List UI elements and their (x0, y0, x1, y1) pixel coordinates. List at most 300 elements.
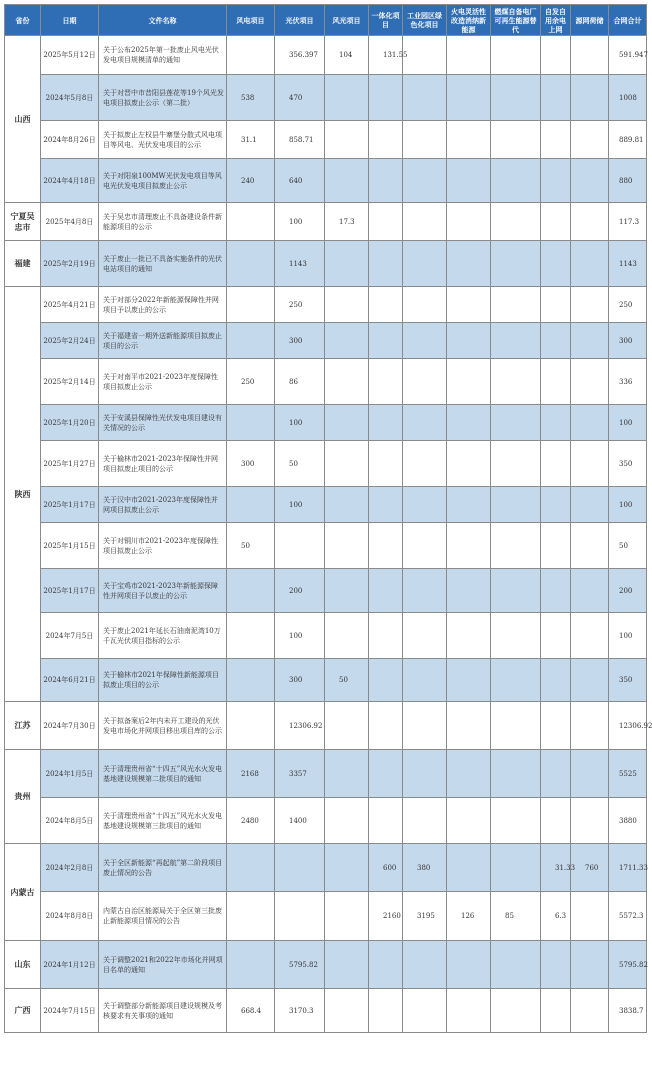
table-row (5, 405, 647, 441)
province-cell: 广西 (5, 989, 41, 1033)
industrial-park-cell (403, 203, 447, 241)
wind-cell (227, 241, 275, 287)
pv-cell: 1143 (275, 241, 325, 287)
file-name-cell: 关于清理贵州省“十四五”风光水火发电基地建设规模第三批项目的通知 (99, 798, 227, 844)
coal-self-plant-cell (491, 75, 541, 121)
thermal-flex-cell (447, 798, 491, 844)
integrated-cell (369, 441, 403, 487)
self-use-cell (541, 659, 571, 702)
wind-pv-cell (325, 941, 369, 989)
total-cell: 1008 (609, 75, 647, 121)
industrial-park-cell: 380 (403, 844, 447, 892)
coal-self-plant-cell (491, 159, 541, 203)
header-province: 省份 (5, 5, 41, 36)
file-name-cell: 关于调整2021和2022年市场化并网项目名单的通知 (99, 941, 227, 989)
wind-cell: 50 (227, 523, 275, 569)
province-cell: 陕西 (5, 287, 41, 702)
coal-self-plant-cell (491, 798, 541, 844)
thermal-flex-cell (447, 441, 491, 487)
storage-cell (571, 441, 609, 487)
province-cell: 山东 (5, 941, 41, 989)
date-cell: 2024年6月21日 (41, 659, 99, 702)
storage-cell (571, 241, 609, 287)
wind-pv-cell (325, 702, 369, 750)
integrated-cell (369, 613, 403, 659)
coal-self-plant-cell (491, 659, 541, 702)
wind-pv-cell (325, 569, 369, 613)
integrated-cell (369, 359, 403, 405)
industrial-park-cell (403, 323, 447, 359)
thermal-flex-cell (447, 203, 491, 241)
date-cell: 2024年7月15日 (41, 989, 99, 1033)
table-header (5, 5, 647, 36)
self-use-cell (541, 36, 571, 75)
storage-cell (571, 941, 609, 989)
table-row (5, 75, 647, 121)
wind-cell: 31.1 (227, 121, 275, 159)
self-use-cell (541, 569, 571, 613)
total-cell: 250 (609, 287, 647, 323)
date-cell: 2025年4月8日 (41, 203, 99, 241)
pv-cell: 100 (275, 613, 325, 659)
coal-self-plant-cell (491, 523, 541, 569)
table-row (5, 892, 647, 941)
wind-cell (227, 844, 275, 892)
self-use-cell (541, 323, 571, 359)
wind-cell (227, 287, 275, 323)
wind-cell (227, 613, 275, 659)
storage-cell (571, 121, 609, 159)
coal-self-plant-cell (491, 241, 541, 287)
industrial-park-cell (403, 359, 447, 405)
thermal-flex-cell (447, 323, 491, 359)
pv-cell: 100 (275, 203, 325, 241)
integrated-cell (369, 121, 403, 159)
total-cell: 1143 (609, 241, 647, 287)
total-cell: 5795.82 (609, 941, 647, 989)
wind-cell: 300 (227, 441, 275, 487)
thermal-flex-cell (447, 750, 491, 798)
wind-cell (227, 702, 275, 750)
wind-cell: 240 (227, 159, 275, 203)
wind-pv-cell (325, 844, 369, 892)
date-cell: 2024年7月5日 (41, 613, 99, 659)
coal-self-plant-cell (491, 441, 541, 487)
file-name-cell: 关于废止2021年延长石油南泥湾10万千瓦光伏项目指标的公示 (99, 613, 227, 659)
self-use-cell (541, 613, 571, 659)
file-name-cell: 关于对晋中市昔阳县莲花等19个风光发电项目拟废止公示（第二批） (99, 75, 227, 121)
self-use-cell (541, 121, 571, 159)
coal-self-plant-cell (491, 941, 541, 989)
wind-pv-cell (325, 441, 369, 487)
integrated-cell: 2160 (369, 892, 403, 941)
total-cell: 100 (609, 613, 647, 659)
total-cell: 100 (609, 405, 647, 441)
storage-cell (571, 287, 609, 323)
coal-self-plant-cell (491, 203, 541, 241)
storage-cell (571, 159, 609, 203)
total-cell: 3880 (609, 798, 647, 844)
table-row (5, 287, 647, 323)
wind-pv-cell (325, 241, 369, 287)
date-cell: 2025年1月17日 (41, 487, 99, 523)
industrial-park-cell (403, 989, 447, 1033)
industrial-park-cell (403, 659, 447, 702)
table-row (5, 359, 647, 405)
self-use-cell (541, 702, 571, 750)
storage-cell (571, 405, 609, 441)
wind-cell (227, 892, 275, 941)
total-cell: 336 (609, 359, 647, 405)
storage-cell (571, 323, 609, 359)
integrated-cell (369, 159, 403, 203)
province-cell: 山西 (5, 36, 41, 203)
table-row (5, 569, 647, 613)
header-pv: 光伏项目 (275, 5, 325, 36)
total-cell: 117.3 (609, 203, 647, 241)
header-date: 日期 (41, 5, 99, 36)
industrial-park-cell (403, 405, 447, 441)
industrial-park-cell (403, 702, 447, 750)
header-wind: 风电项目 (227, 5, 275, 36)
date-cell: 2025年2月24日 (41, 323, 99, 359)
file-name-cell: 关于废止一批已不具备实施条件的光伏电站项目的通知 (99, 241, 227, 287)
integrated-cell (369, 659, 403, 702)
date-cell: 2025年4月21日 (41, 287, 99, 323)
storage-cell (571, 892, 609, 941)
abolished-projects-table (4, 4, 652, 1033)
pv-cell (275, 844, 325, 892)
date-cell: 2025年2月14日 (41, 359, 99, 405)
integrated-cell (369, 523, 403, 569)
pv-cell (275, 892, 325, 941)
wind-pv-cell: 17.3 (325, 203, 369, 241)
total-cell: 12306.92 (609, 702, 647, 750)
pv-cell: 470 (275, 75, 325, 121)
thermal-flex-cell (447, 121, 491, 159)
industrial-park-cell (403, 750, 447, 798)
header-thermal-flex: 火电灵活性改造消纳新能源 (447, 5, 491, 36)
storage-cell (571, 36, 609, 75)
pv-cell: 5795.82 (275, 941, 325, 989)
wind-pv-cell (325, 989, 369, 1033)
wind-pv-cell (325, 523, 369, 569)
wind-pv-cell (325, 159, 369, 203)
coal-self-plant-cell: 85 (491, 892, 541, 941)
self-use-cell (541, 287, 571, 323)
total-cell: 5525 (609, 750, 647, 798)
industrial-park-cell (403, 441, 447, 487)
integrated-cell (369, 287, 403, 323)
coal-self-plant-cell (491, 359, 541, 405)
self-use-cell (541, 989, 571, 1033)
storage-cell (571, 659, 609, 702)
province-cell: 宁夏吴忠市 (5, 203, 41, 241)
industrial-park-cell (403, 287, 447, 323)
thermal-flex-cell (447, 241, 491, 287)
thermal-flex-cell (447, 36, 491, 75)
wind-pv-cell (325, 359, 369, 405)
storage-cell (571, 569, 609, 613)
data-table-container (4, 4, 652, 1070)
industrial-park-cell (403, 121, 447, 159)
pv-cell: 1400 (275, 798, 325, 844)
thermal-flex-cell (447, 75, 491, 121)
pv-cell: 356.397 (275, 36, 325, 75)
coal-self-plant-cell (491, 121, 541, 159)
total-cell: 200 (609, 569, 647, 613)
table-row (5, 613, 647, 659)
self-use-cell: 31.33 (541, 844, 571, 892)
wind-cell (227, 36, 275, 75)
coal-self-plant-cell (491, 36, 541, 75)
header-integrated: 一体化项目 (369, 5, 403, 36)
pv-cell (275, 523, 325, 569)
table-body (5, 36, 652, 1033)
table-row (5, 659, 647, 702)
pv-cell: 200 (275, 569, 325, 613)
pv-cell: 858.71 (275, 121, 325, 159)
wind-pv-cell (325, 798, 369, 844)
total-cell: 50 (609, 523, 647, 569)
coal-self-plant-cell (491, 613, 541, 659)
table-row (5, 750, 647, 798)
header-industrial-park: 工业园区绿色化项目 (403, 5, 447, 36)
thermal-flex-cell (447, 569, 491, 613)
province-cell: 内蒙古 (5, 844, 41, 941)
header-coal-self-plant: 燃煤自备电厂可再生能源替代 (491, 5, 541, 36)
industrial-park-cell (403, 75, 447, 121)
storage-cell (571, 523, 609, 569)
wind-cell (227, 405, 275, 441)
storage-cell (571, 487, 609, 523)
table-row (5, 159, 647, 203)
thermal-flex-cell (447, 941, 491, 989)
thermal-flex-cell (447, 405, 491, 441)
industrial-park-cell (403, 941, 447, 989)
wind-pv-cell: 104 (325, 36, 369, 75)
thermal-flex-cell (447, 702, 491, 750)
self-use-cell (541, 487, 571, 523)
storage-cell (571, 613, 609, 659)
industrial-park-cell (403, 798, 447, 844)
wind-pv-cell: 50 (325, 659, 369, 702)
industrial-park-cell (403, 241, 447, 287)
file-name-cell: 关于榆林市2021年保障性新能源项目拟废止项目的公示 (99, 659, 227, 702)
total-cell: 591.947 (609, 36, 647, 75)
total-cell: 350 (609, 441, 647, 487)
table-row (5, 323, 647, 359)
coal-self-plant-cell (491, 569, 541, 613)
wind-cell: 2168 (227, 750, 275, 798)
date-cell: 2025年2月19日 (41, 241, 99, 287)
industrial-park-cell: 3195 (403, 892, 447, 941)
header-wind-pv: 风光项目 (325, 5, 369, 36)
date-cell: 2025年1月27日 (41, 441, 99, 487)
file-name-cell: 关于安溪县保障性光伏发电项目建设有关情况的公示 (99, 405, 227, 441)
storage-cell (571, 989, 609, 1033)
file-name-cell: 关于榆林市2021-2023年保障性并网项目拟废止项目的公示 (99, 441, 227, 487)
table-row (5, 241, 647, 287)
pv-cell: 3170.3 (275, 989, 325, 1033)
integrated-cell (369, 569, 403, 613)
wind-cell (227, 569, 275, 613)
wind-pv-cell (325, 613, 369, 659)
total-cell: 5572.3 (609, 892, 647, 941)
storage-cell (571, 750, 609, 798)
table-row (5, 441, 647, 487)
province-cell: 贵州 (5, 750, 41, 844)
pv-cell: 12306.92 (275, 702, 325, 750)
thermal-flex-cell (447, 844, 491, 892)
self-use-cell (541, 241, 571, 287)
self-use-cell (541, 203, 571, 241)
pv-cell: 50 (275, 441, 325, 487)
table-row (5, 941, 647, 989)
date-cell: 2024年8月5日 (41, 798, 99, 844)
storage-cell (571, 798, 609, 844)
wind-cell (227, 941, 275, 989)
wind-cell: 538 (227, 75, 275, 121)
date-cell: 2025年1月20日 (41, 405, 99, 441)
self-use-cell: 6.3 (541, 892, 571, 941)
industrial-park-cell (403, 487, 447, 523)
wind-pv-cell (325, 323, 369, 359)
integrated-cell (369, 798, 403, 844)
table-row (5, 702, 647, 750)
header-self-use: 自发自用余电上网 (541, 5, 571, 36)
self-use-cell (541, 75, 571, 121)
industrial-park-cell (403, 613, 447, 659)
coal-self-plant-cell (491, 405, 541, 441)
self-use-cell (541, 750, 571, 798)
thermal-flex-cell (447, 613, 491, 659)
table-row (5, 121, 647, 159)
storage-cell (571, 203, 609, 241)
storage-cell: 760 (571, 844, 609, 892)
industrial-park-cell (403, 159, 447, 203)
province-cell: 江苏 (5, 702, 41, 750)
coal-self-plant-cell (491, 323, 541, 359)
table-row (5, 523, 647, 569)
total-cell: 3838.7 (609, 989, 647, 1033)
file-name-cell: 关于全区新能源“再起航”第二阶段项目废止情况的公告 (99, 844, 227, 892)
date-cell: 2024年7月30日 (41, 702, 99, 750)
thermal-flex-cell (447, 487, 491, 523)
industrial-park-cell (403, 569, 447, 613)
pv-cell: 100 (275, 405, 325, 441)
date-cell: 2024年5月8日 (41, 75, 99, 121)
coal-self-plant-cell (491, 702, 541, 750)
wind-cell: 2480 (227, 798, 275, 844)
integrated-cell: 600 (369, 844, 403, 892)
file-name-cell: 关于清理贵州省“十四五”风光水火发电基地建设规模第二批项目的通知 (99, 750, 227, 798)
pv-cell: 300 (275, 659, 325, 702)
file-name-cell: 关于拟废止左权县牛寨堡分散式风电项目等风电、光伏发电项目的公示 (99, 121, 227, 159)
wind-cell (227, 203, 275, 241)
thermal-flex-cell (447, 159, 491, 203)
self-use-cell (541, 441, 571, 487)
header-total: 合网合计 (609, 5, 647, 36)
coal-self-plant-cell (491, 989, 541, 1033)
coal-self-plant-cell (491, 750, 541, 798)
wind-cell (227, 659, 275, 702)
coal-self-plant-cell (491, 287, 541, 323)
file-name-cell: 关于对南平市2021-2023年度保障性项目拟废止公示 (99, 359, 227, 405)
table-row (5, 487, 647, 523)
total-cell: 300 (609, 323, 647, 359)
date-cell: 2024年8月8日 (41, 892, 99, 941)
self-use-cell (541, 941, 571, 989)
pv-cell: 3357 (275, 750, 325, 798)
file-name-cell: 关于调整部分新能源项目建设规模及考核要求有关事项的通知 (99, 989, 227, 1033)
integrated-cell (369, 323, 403, 359)
integrated-cell: 131.55 (369, 36, 403, 75)
thermal-flex-cell: 126 (447, 892, 491, 941)
thermal-flex-cell (447, 989, 491, 1033)
storage-cell (571, 75, 609, 121)
integrated-cell (369, 941, 403, 989)
wind-pv-cell (325, 121, 369, 159)
coal-self-plant-cell (491, 487, 541, 523)
total-cell: 350 (609, 659, 647, 702)
file-name-cell: 关于对铜川市2021-2023年度保障性项目拟废止公示 (99, 523, 227, 569)
file-name-cell: 关于宝鸡市2021-2023年新能源保障性并网项目予以废止的公示 (99, 569, 227, 613)
pv-cell: 86 (275, 359, 325, 405)
integrated-cell (369, 487, 403, 523)
pv-cell: 100 (275, 487, 325, 523)
header-row (5, 5, 647, 36)
pv-cell: 250 (275, 287, 325, 323)
wind-pv-cell (325, 487, 369, 523)
file-name-cell: 关于对阳泉100MW光伏发电项目等风电光伏发电项目拟废止公示 (99, 159, 227, 203)
date-cell: 2024年4月18日 (41, 159, 99, 203)
header-file-name: 文件名称 (99, 5, 227, 36)
integrated-cell (369, 702, 403, 750)
self-use-cell (541, 359, 571, 405)
wind-cell: 668.4 (227, 989, 275, 1033)
wind-cell (227, 487, 275, 523)
integrated-cell (369, 203, 403, 241)
wind-pv-cell (325, 75, 369, 121)
storage-cell (571, 702, 609, 750)
storage-cell (571, 359, 609, 405)
integrated-cell (369, 750, 403, 798)
wind-cell (227, 323, 275, 359)
integrated-cell (369, 75, 403, 121)
table-row (5, 844, 647, 892)
date-cell: 2024年1月12日 (41, 941, 99, 989)
file-name-cell: 关于公布2025年第一批废止风电光伏发电项目规模清单的通知 (99, 36, 227, 75)
industrial-park-cell (403, 523, 447, 569)
date-cell: 2024年1月5日 (41, 750, 99, 798)
date-cell: 2025年1月15日 (41, 523, 99, 569)
pv-cell: 640 (275, 159, 325, 203)
date-cell: 2025年1月17日 (41, 569, 99, 613)
thermal-flex-cell (447, 287, 491, 323)
file-name-cell: 内蒙古自治区能源局关于全区第三批废止新能源项目情况的公告 (99, 892, 227, 941)
total-cell: 880 (609, 159, 647, 203)
thermal-flex-cell (447, 359, 491, 405)
file-name-cell: 关于汉中市2021-2023年度保障性并网项目拟废止公示 (99, 487, 227, 523)
file-name-cell: 关于福建省一期外送新能源项目拟废止项目的公示 (99, 323, 227, 359)
thermal-flex-cell (447, 523, 491, 569)
total-cell: 100 (609, 487, 647, 523)
self-use-cell (541, 159, 571, 203)
header-source-grid-storage: 源网荷储 (571, 5, 609, 36)
date-cell: 2024年2月8日 (41, 844, 99, 892)
table-row (5, 989, 647, 1033)
